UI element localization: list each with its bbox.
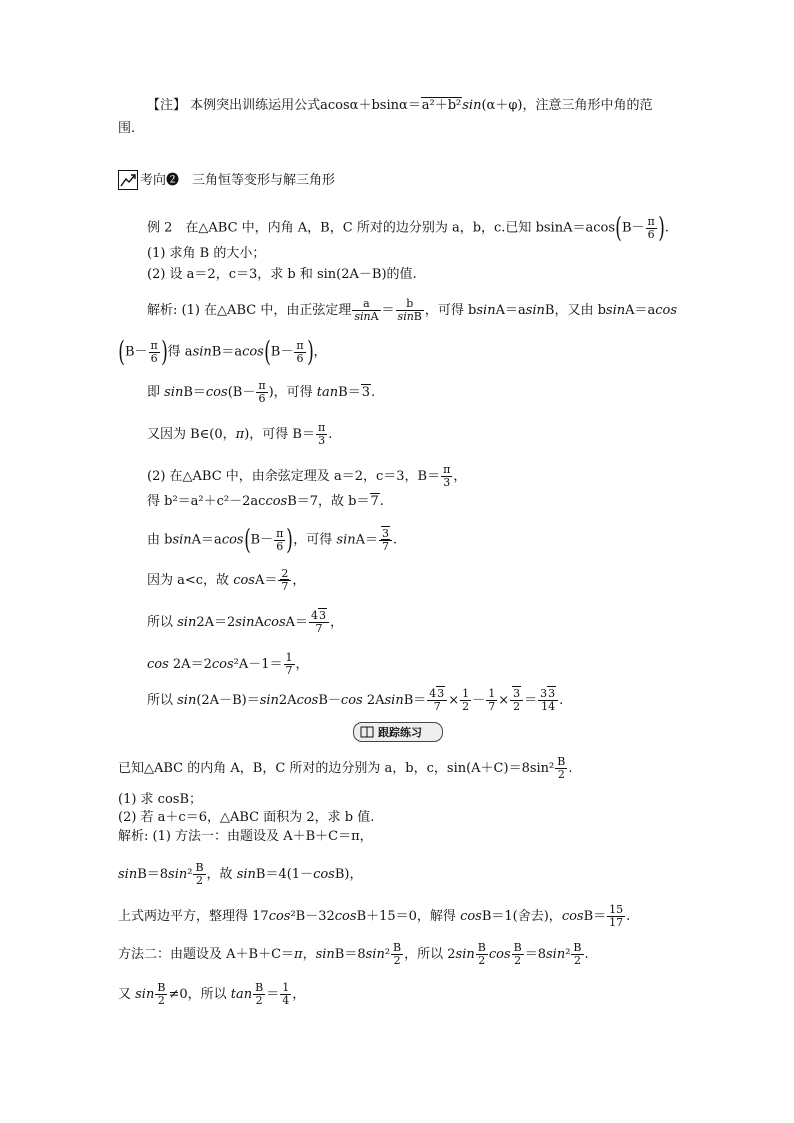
practice-stem: 已知△ABC 的内角 A，B，C 所对的边分别为 a，b，c，sin(A＋C)＝8sin² (118, 761, 555, 776)
practice-q1: (1) 求 cosB； (118, 792, 203, 807)
solution-line: 由 bsinA＝acos(B－ $\frac{\pi}{6}$ )，可得 sinA＝ $\frac{3}{7}$ . (147, 523, 398, 556)
practice-badge (353, 722, 443, 742)
practice-solution-1: 解析: (1) 方法一：由题设及 A＋B＋C＝π， (118, 829, 373, 844)
practice-solution-line: 方法二：由题设及 A＋B＋C＝π，sinB＝8sin² $\frac{B}{2}$ ，所以 2sin $\frac{B}{2}$ cos $\frac{B}{2}$ ＝8sin² $\frac{B}{2}$ . (118, 941, 589, 967)
note-line: 【注】 本例突出训练运用公式acosα＋bsinα＝a²＋b²sin(α＋φ)，注意三角形中角的范 (147, 98, 653, 113)
solution-line: cos 2A＝2cos²A－1＝ $\frac{1}{7}$ ， (147, 651, 309, 677)
solution-line: (2) 在△ABC 中，由余弦定理及 a＝2，c＝3，B＝ $\frac{\pi}{3}$ ， (147, 463, 467, 489)
example-title: 例 2 在△ABC 中，内角 A，B，C 所对的边分别为 a，b，c.已知 bsinA＝acos (147, 220, 616, 236)
practice-solution-line: sinB＝8sin² $\frac{B}{2}$ ，故 sinB＝4(1－cosB)， (118, 861, 363, 887)
badge-label: 跟踪练习 (378, 726, 422, 739)
solution-line: 因为 a<c，故 cosA＝ $\frac{2}{7}$ ， (147, 567, 306, 593)
note-text: 【注】 本例突出训练运用公式 (147, 98, 321, 113)
solution-line: 解析: (1) 在△ABC 中，由正弦定理 $\frac{a}{\sin A}$ ＝ $\frac{b}{\sin B}$ ，可得 bsinA＝asinB，又由 bsinA＝acos (147, 297, 678, 323)
solution-line: 又因为 B∈(0，π)，可得 B＝ $\frac{\pi}{3}$ . (147, 421, 333, 447)
solution-line: 所以 sin2A＝2sinAcosA＝ $\frac{43}{7}$ ， (147, 609, 344, 635)
trend-icon (118, 170, 138, 190)
solution-line: 即 sinB＝cos(B－ $\frac{\pi}{6}$ )，可得 tanB＝3. (147, 379, 376, 405)
practice-solution-line: 又 sin $\frac{B}{2}$ ≠0，所以 tan $\frac{B}{2}$ ＝ $\frac{1}{4}$ ， (118, 981, 306, 1007)
solution-line: 得 b²＝a²＋c²－2accosB＝7，故 b＝7. (147, 494, 384, 509)
practice-stem-line: 已知△ABC 的内角 A，B，C 所对的边分别为 a，b，c，sin(A＋C)＝8sin² $\frac{B}{2}$ . (118, 755, 573, 781)
practice-q2: (2) 若 a＋c＝6，△ABC 面积为 2，求 b 值. (118, 810, 375, 825)
book-icon (360, 725, 374, 739)
note-rest: ，注意三角形中角的范 (522, 98, 653, 113)
example-q2: (2) 设 a＝2，c＝3，求 b 和 sin(2A－B)的值. (147, 267, 417, 282)
solution-line: (B－ $\frac{\pi}{6}$ )得 asinB＝acos(B－ $\frac{\pi}{6}$ )， (118, 335, 327, 368)
practice-solution-line: 上式两边平方，整理得 17cos²B－32cosB＋15＝0，解得 cosB＝1(舍去)，cosB＝ $\frac{15}{17}$ . (118, 903, 631, 929)
example-title-line: 例 2 在△ABC 中，内角 A，B，C 所对的边分别为 a，b，c.已知 bsinA＝acos(B－ $\frac{\pi}{6}$ ). (147, 211, 669, 244)
note-wrap: 围. (118, 121, 136, 136)
section-title: 考向❷ 三角恒等变形与解三角形 (140, 173, 336, 188)
solution-line: 所以 sin(2A－B)＝sin2AcosB－cos 2AsinB＝ $\frac{43}{7}$ × $\frac{1}{2}$ － $\frac{1}{7}$ × $\frac{3}{2}$ ＝ $\frac{33}{14}$ . (147, 687, 564, 713)
example-q1: (1) 求角 B 的大小； (147, 246, 266, 261)
